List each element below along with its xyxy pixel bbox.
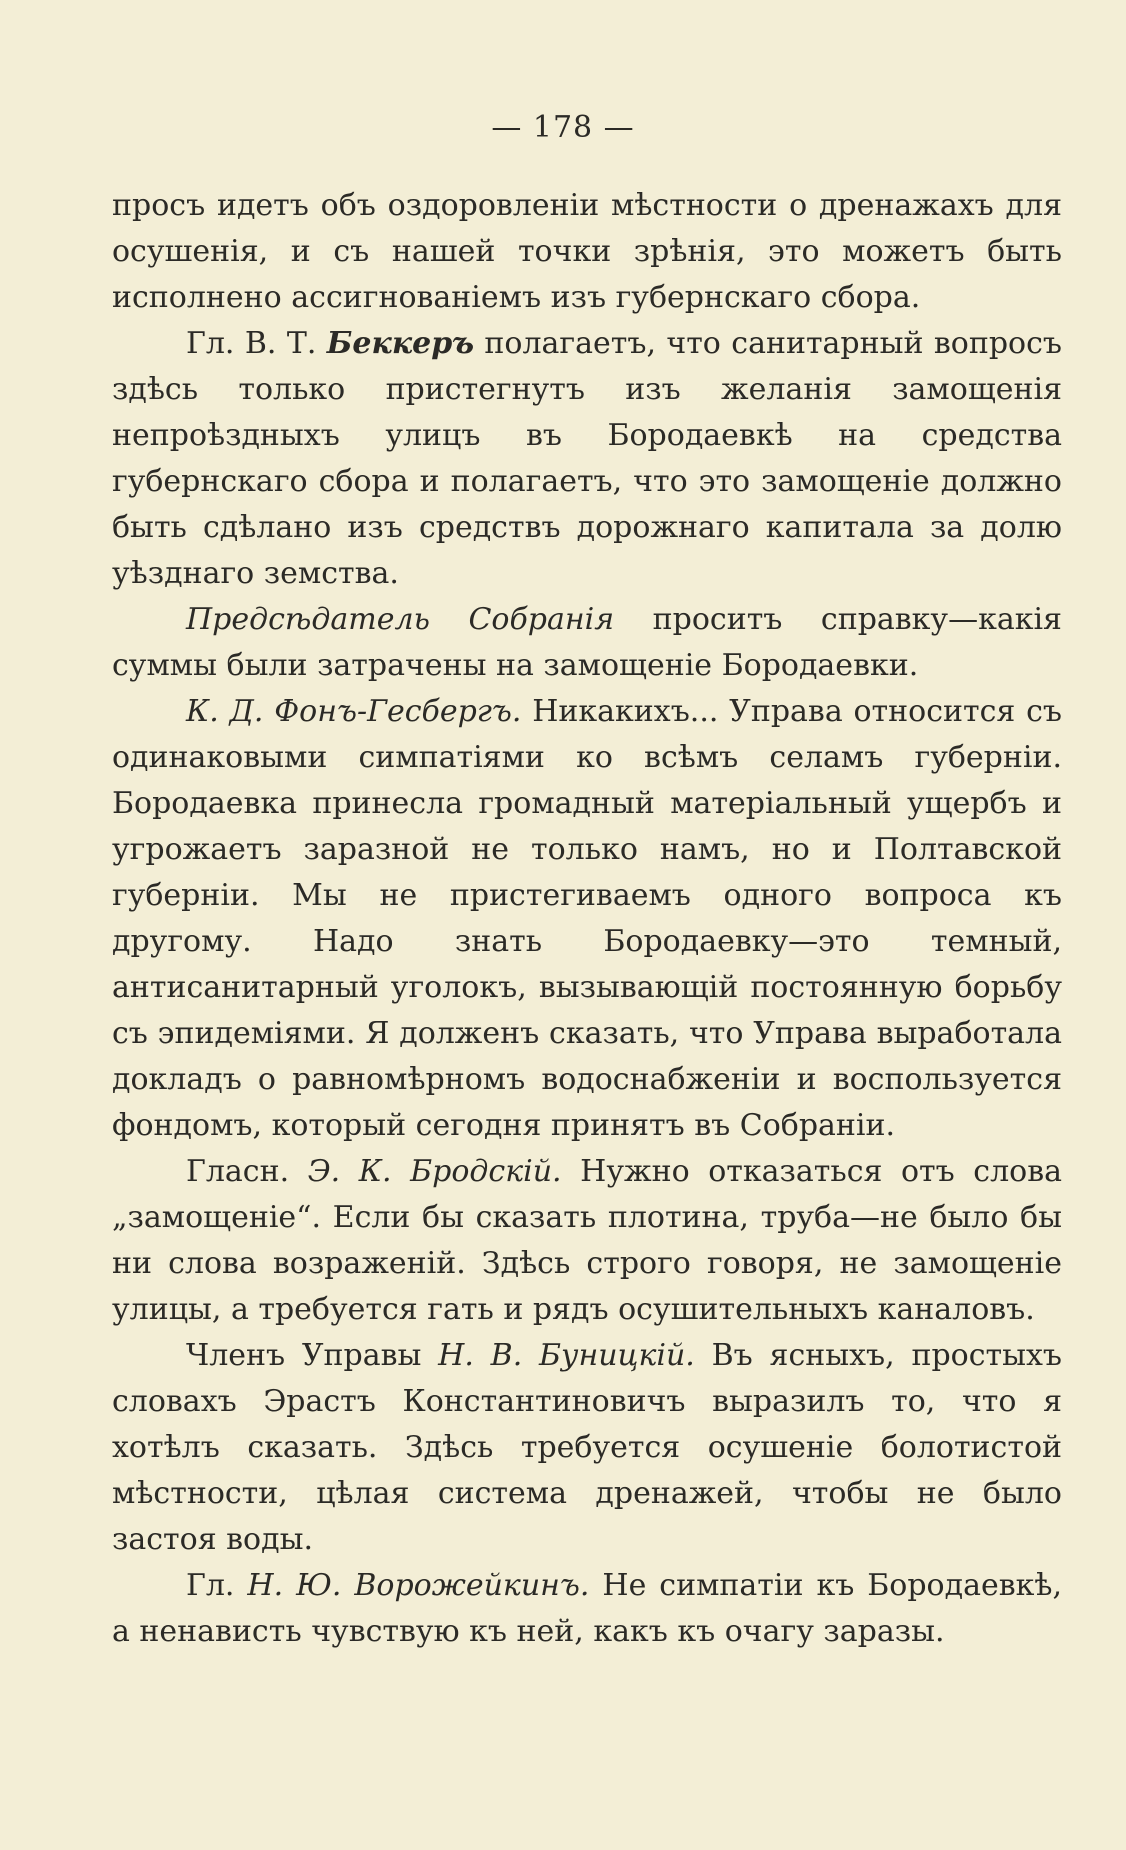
text-run: Никакихъ... Управа относится съ одинаковыми симпатіями ко всѣмъ селамъ губерніи. Бородаевка принесла громадный матеріальный ущербъ и угрожаетъ заразной не только намъ, но и Полтавской губерніи. Мы не пристегиваемъ одного вопроса къ другому. Надо знать Бородаевку—это темный, антисанитарный уголокъ, вызывающій постоянную борьбу съ эпидеміями. Я долженъ сказать, что Управа выработала докладъ о равномѣрномъ водоснабженіи и воспользуется фондомъ, который сегодня принятъ въ Собраніи.	[112, 694, 1062, 1143]
speaker-name: Н. В. Буницкій.	[438, 1338, 695, 1373]
paragraph	[112, 183, 1062, 321]
paragraph	[112, 597, 1062, 689]
text-run: просъ идетъ объ оздоровленіи мѣстности о дренажахъ для осушенія, и съ нашей точки зрѣнія, это можетъ быть исполнено ассигнованіемъ изъ губернскаго сбора.	[112, 188, 1062, 315]
speaker-name: Предсѣдатель Собранія	[186, 602, 615, 637]
text-run: полагаетъ, что санитарный вопросъ здѣсь только пристегнутъ изъ желанія замощенія непроѣздныхъ улицъ въ Бородаевкѣ на средства губернскаго сбора и полагаетъ, что это замощеніе должно быть сдѣлано изъ средствъ дорожнаго капитала за долю уѣзднаго земства.	[112, 326, 1063, 591]
speaker-name: К. Д. Фонъ-Гесбергъ.	[186, 694, 522, 729]
text-run: Не симпатіи къ Бородаевкѣ, а ненависть чувствую къ ней, какъ къ очагу заразы.	[112, 1568, 1062, 1649]
text-run: Нужно отказаться отъ слова „замощеніе“. Если бы сказать плотина, труба—не было бы ни слова возраженій. Здѣсь строго говоря, не замощеніе улицы, а требуется гать и рядъ осушительныхъ каналовъ.	[112, 1154, 1062, 1327]
text-run: Гл.	[186, 1568, 248, 1603]
paragraph	[112, 689, 1062, 1149]
text-run: Въ ясныхъ, простыхъ словахъ Эрастъ Константиновичъ выразилъ то, что я хотѣлъ сказать. Здѣсь требуется осушеніе болотистой мѣстности, цѣлая система дренажей, чтобы не было застоя воды.	[112, 1338, 1062, 1557]
text-run: Гласн.	[186, 1154, 308, 1189]
text-run: Членъ Управы	[186, 1338, 439, 1373]
speaker-name: Беккеръ	[326, 326, 474, 361]
paragraph	[112, 321, 1062, 597]
paragraph	[112, 1149, 1062, 1333]
text-run: проситъ справку—какія суммы были затрачены на замощеніе Бородаевки.	[112, 602, 1062, 683]
page-number: — 178 —	[491, 110, 635, 145]
body-text	[112, 183, 1062, 1655]
speaker-name: Н. Ю. Ворожейкинъ.	[247, 1568, 590, 1603]
speaker-name: Э. К. Бродскій.	[307, 1154, 562, 1189]
paragraph	[112, 1333, 1062, 1563]
paragraph	[112, 1563, 1062, 1655]
text-run: Гл. В. Т.	[186, 326, 327, 361]
